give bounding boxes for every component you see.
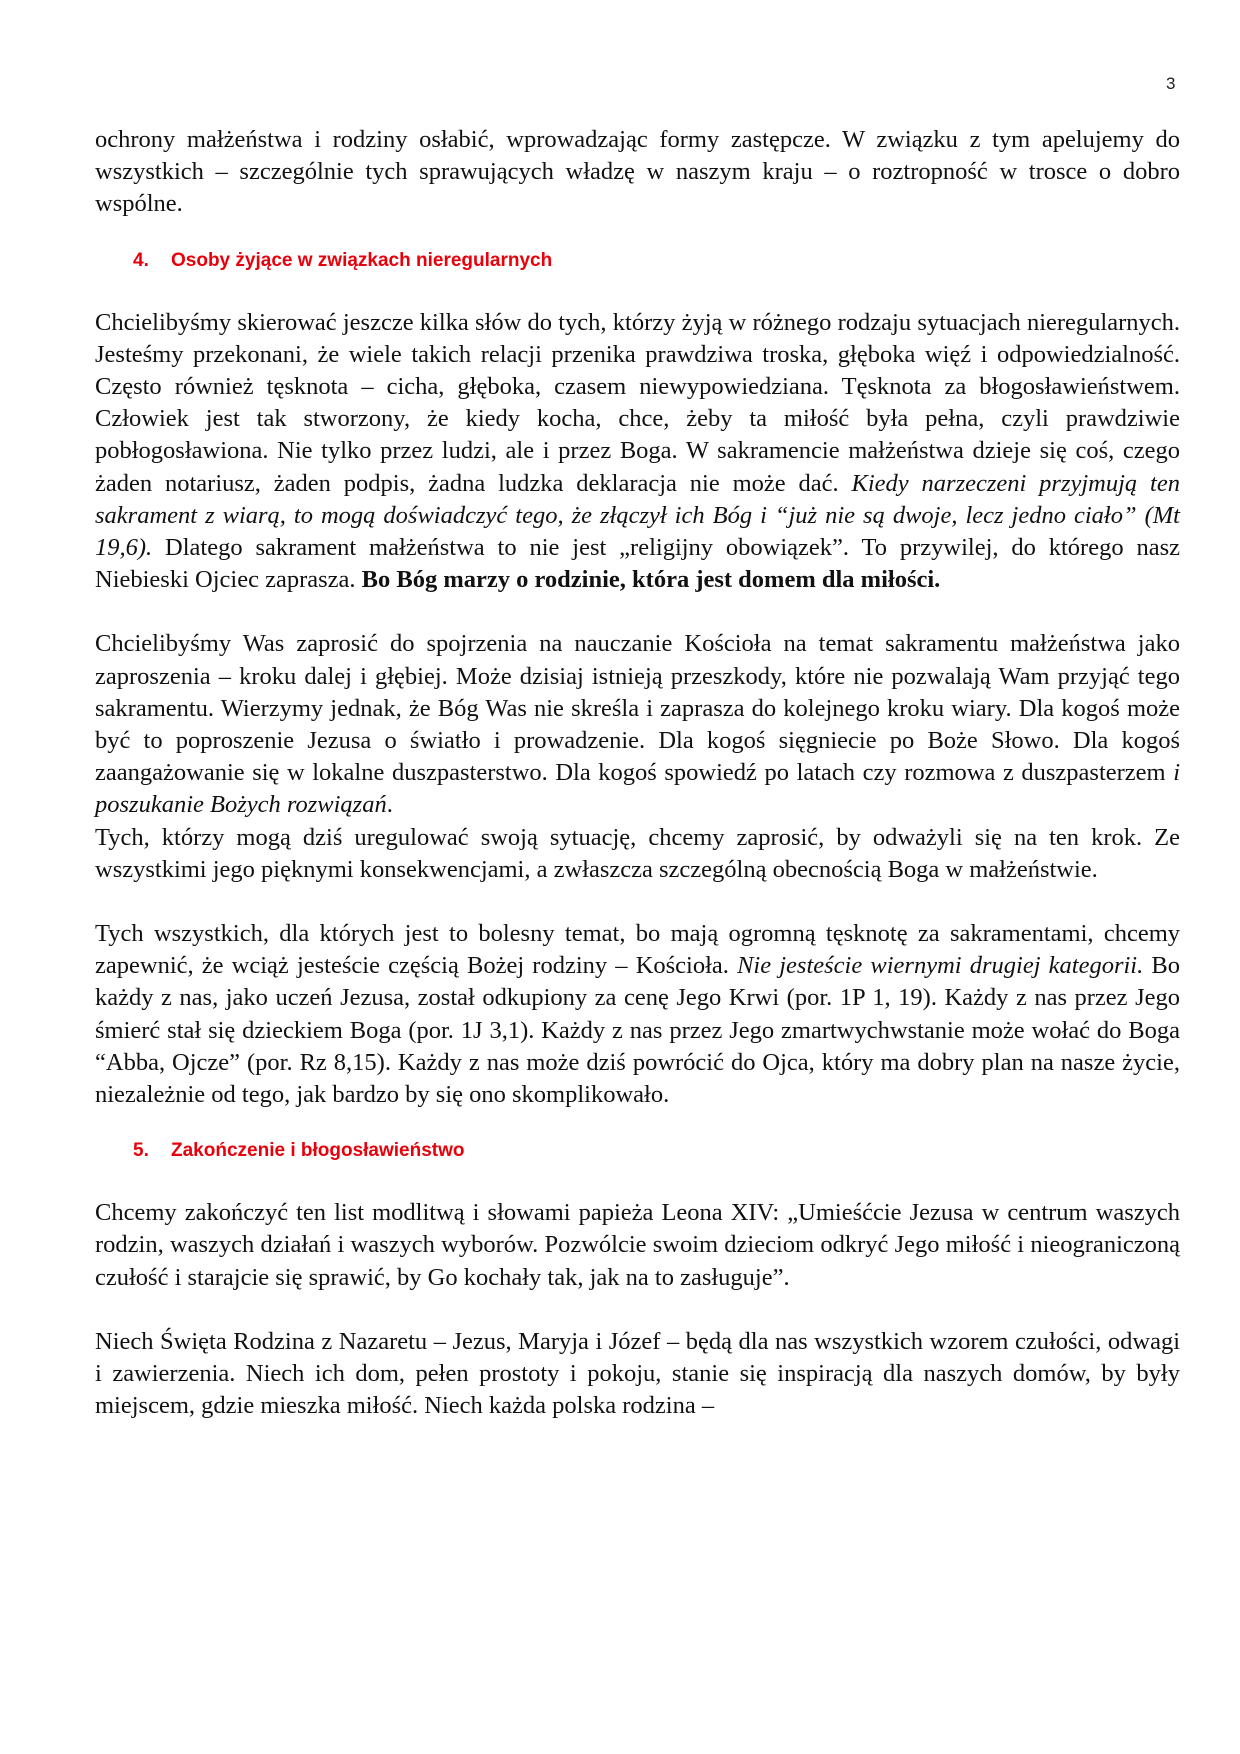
paragraph: Chcemy zakończyć ten list modlitwą i słowami papieża Leona XIV: „Umieśćcie Jezusa w centrum waszych rodzin, waszych działań i waszych wyborów. Pozwólcie swoim dzieciom odkryć Jego miłość i nieograniczoną czułość i starajcie się sprawić, by Go kochały tak, jak na to zasługuje”. — [95, 1199, 1180, 1291]
text-run: Dlatego sakrament małżeństwa to nie jest „religijny obowiązek”. To przywilej, do którego nasz Niebieski Ojciec zaprasza. — [95, 534, 1180, 594]
bold-emphasis: Bo Bóg marzy o rodzinie, która jest domem dla miłości. — [361, 566, 941, 594]
paragraph: Tych, którzy mogą dziś uregulować swoją sytuację, chcemy zaprosić, by odważyli się na ten krok. Ze wszystkimi jego pięknymi konsekwencjami, a zwłaszcza szczególną obecnością Boga w małżeństwie. — [95, 823, 1180, 883]
text-run: Chcielibyśmy skierować jeszcze kilka słów do tych, którzy żyją w różnego rodzaju sytuacjach nieregularnych. Jesteśmy przekonani, że wiele takich relacji przenika prawdziwa troska, głęboka więź i odpowiedzialność. Często również tęsknota – cicha, głęboka, czasem niewypowiedziana. Tęsknota za błogosławieństwem. Człowiek jest tak stworzony, że kiedy kocha, chce, żeby ta miłość była pełna, czyli prawdziwie pobłogosławiona. Nie tylko przez ludzi, ale i przez Boga. W sakramencie małżeństwa dzieje się coś, czego żaden notariusz, żaden podpis, żadna ludzka deklaracja nie może dać. — [95, 308, 1180, 497]
text-run: Tych wszystkich, dla których jest to bolesny temat, bo mają ogromną tęsknotę za sakramentami, chcemy zapewnić, że wciąż jesteście częścią Bożej rodziny – Kościoła. — [95, 920, 1180, 980]
italic-quote: Kiedy narzeczeni przyjmują ten sakrament z wiarą, to mogą doświadczyć tego, że złączył ich Bóg i “już nie są dwoje, lecz jedno ciało” (Mt 19,6). — [95, 469, 1180, 562]
text-run: Chcielibyśmy Was zaprosić do spojrzenia na nauczanie Kościoła na temat sakramentu małżeństwa jako zaproszenia – kroku dalej i głębiej. Może dzisiaj istnieją przeszkody, które nie pozwalają Wam przyjąć tego sakramentu. Wierzymy jednak, że Bóg Was nie skreśla i zaprasza do kolejnego kroku wiary. Dla kogoś może być to poproszenie Jezusa o światło i prowadzenie. Dla kogoś sięgniecie po Boże Słowo. Dla kogoś zaangażowanie się w lokalne duszpasterstwo. Dla kogoś spowiedź po latach czy rozmowa z duszpasterzem — [95, 630, 1180, 787]
section-number: 4. — [133, 249, 149, 271]
page-number: 3 — [1166, 74, 1176, 93]
section-heading-4 — [133, 245, 1180, 277]
paragraph: Niech Święta Rodzina z Nazaretu – Jezus, Maryja i Józef – będą dla nas wszystkich wzorem czułości, odwagi i zawierzenia. Niech ich dom, pełen prostoty i pokoju, stanie się inspiracją dla naszych domów, by były miejscem, gdzie mieszka miłość. Niech każda polska rodzina – — [95, 1327, 1180, 1420]
italic-text: i poszukanie Bożych rozwiązań — [95, 759, 1180, 819]
text-run: Bo każdy z nas, jako uczeń Jezusa, został odkupiony za cenę Jego Krwi (por. 1P 1, 19). Każdy z nas przez Jego śmierć stał się dzieckiem Boga (por. 1J 3,1). Każdy z nas przez Jego zmartwychwstanie może wołać do Boga “Abba, Ojcze” (por. Rz 8,15). Każdy z nas może dziś powrócić do Ojca, który ma dobry plan na nasze życie, niezależnie od tego, jak bardzo by się ono skomplikowało. — [95, 952, 1180, 1109]
paragraph — [95, 918, 1180, 1111]
paragraph — [95, 628, 1180, 821]
paragraph-continuation: ochrony małżeństwa i rodziny osłabić, wprowadzając formy zastępcze. W związku z tym apelujemy do wszystkich – szczególnie tych sprawujących władzę w naszym kraju – o roztropność w trosce o dobro wspólne. — [95, 126, 1180, 218]
page-content — [95, 124, 1180, 1423]
section-title: Osoby żyjące w związkach nieregularnych — [171, 249, 553, 271]
section-number: 5. — [133, 1140, 149, 1162]
section-title: Zakończenie i błogosławieństwo — [171, 1140, 465, 1162]
paragraph — [95, 307, 1180, 597]
italic-text: Nie jesteście wiernymi drugiej kategorii. — [737, 952, 1144, 980]
text-run: . — [386, 791, 393, 819]
section-heading-5 — [133, 1135, 1180, 1167]
